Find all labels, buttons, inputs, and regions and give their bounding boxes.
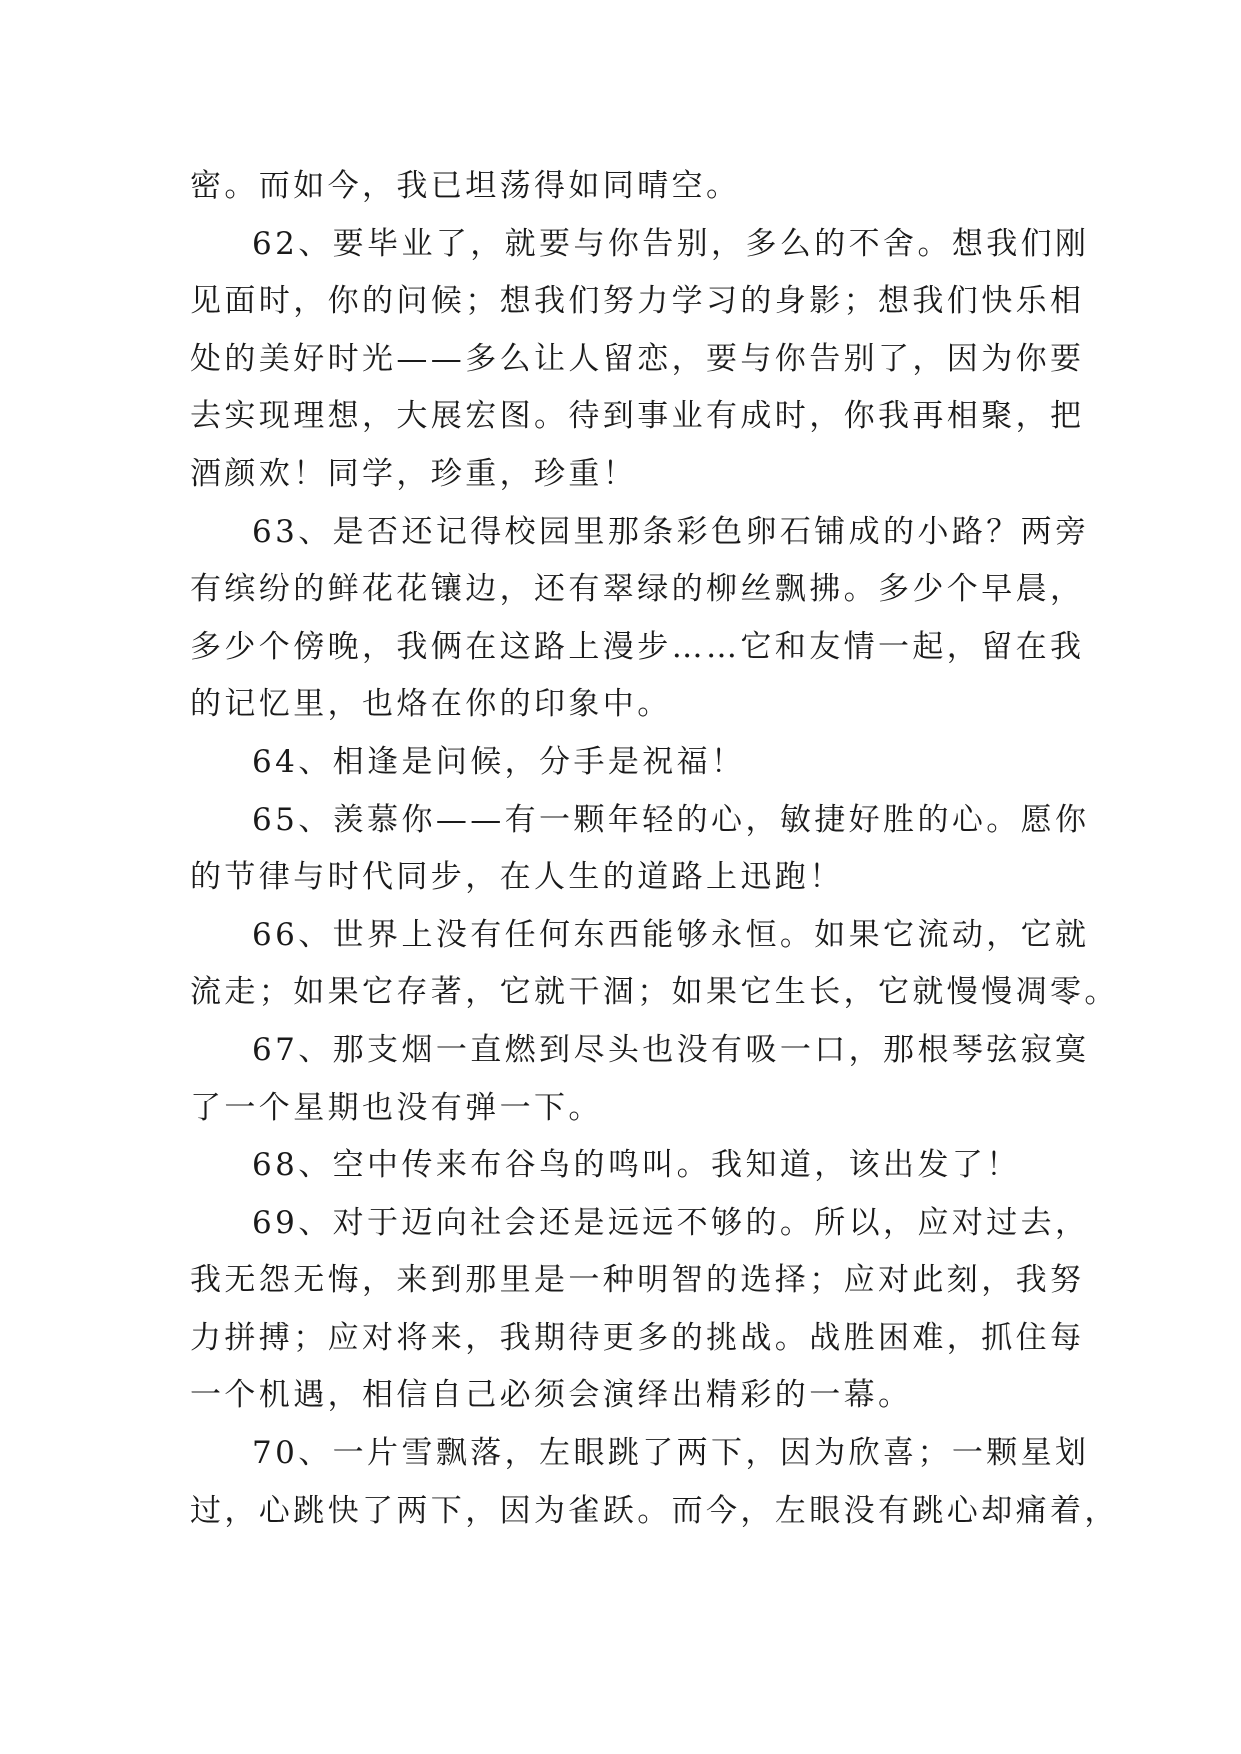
- text-line: 了一个星期也没有弹一下。: [190, 1089, 603, 1126]
- paragraph-62: [190, 216, 1090, 504]
- text-line: 流走；如果它存著，它就干涸；如果它生长，它就慢慢凋零。: [190, 974, 1119, 1011]
- paragraph-65: [190, 792, 1090, 907]
- text-line: 66、世界上没有任何东西能够永恒。如果它流动，它就: [252, 916, 1090, 953]
- text-line: 62、要毕业了，就要与你告别，多么的不舍。想我们刚: [252, 225, 1090, 262]
- paragraph-63: [190, 504, 1090, 734]
- text-line: 密。而如今，我已坦荡得如同晴空。: [190, 168, 741, 204]
- text-line: 去实现理想，大展宏图。待到事业有成时，你我再相聚，把: [190, 398, 1085, 435]
- text-line: 69、对于迈向社会还是远远不够的。所以，应对过去，: [252, 1204, 1090, 1241]
- text-line: 见面时，你的问候；想我们努力学习的身影；想我们快乐相: [190, 283, 1085, 320]
- paragraph-69: [190, 1195, 1090, 1425]
- paragraph-64: [190, 734, 1070, 792]
- text-line: 的记忆里，也烙在你的印象中。: [190, 686, 672, 723]
- paragraph-continuation: [190, 158, 1070, 216]
- text-line: 酒颜欢！同学，珍重，珍重！: [190, 455, 638, 492]
- document-body: [190, 158, 1119, 1540]
- text-line: 多少个傍晚，我俩在这路上漫步……它和友情一起，留在我: [190, 628, 1085, 665]
- text-line: 64、相逢是问候，分手是祝福！: [252, 743, 746, 780]
- text-line: 65、羡慕你——有一颗年轻的心，敏捷好胜的心。愿你: [252, 801, 1090, 838]
- paragraph-66: [190, 907, 1119, 1022]
- paragraph-68: [190, 1137, 1070, 1195]
- text-line: 过，心跳快了两下，因为雀跃。而今，左眼没有跳心却痛着，: [190, 1492, 1119, 1529]
- text-line: 70、一片雪飘落，左眼跳了两下，因为欣喜；一颗星划: [252, 1435, 1090, 1472]
- text-line: 一个机遇，相信自己必须会演绎出精彩的一幕。: [190, 1377, 913, 1414]
- text-line: 63、是否还记得校园里那条彩色卵石铺成的小路？两旁: [252, 513, 1090, 550]
- text-line: 的节律与时代同步，在人生的道路上迅跑！: [190, 859, 844, 896]
- paragraph-67: [190, 1022, 1090, 1137]
- text-line: 处的美好时光——多么让人留恋，要与你告别了，因为你要: [190, 340, 1085, 377]
- paragraph-70: [190, 1425, 1119, 1540]
- text-line: 我无怨无悔，来到那里是一种明智的选择；应对此刻，我努: [190, 1262, 1085, 1299]
- text-line: 68、空中传来布谷鸟的鸣叫。我知道，该出发了！: [252, 1147, 1021, 1184]
- text-line: 67、那支烟一直燃到尽头也没有吸一口，那根琴弦寂寞: [252, 1031, 1090, 1068]
- text-line: 有缤纷的鲜花花镶边，还有翠绿的柳丝飘拂。多少个早晨，: [190, 571, 1085, 608]
- text-line: 力拼搏；应对将来，我期待更多的挑战。战胜困难，抓住每: [190, 1319, 1085, 1356]
